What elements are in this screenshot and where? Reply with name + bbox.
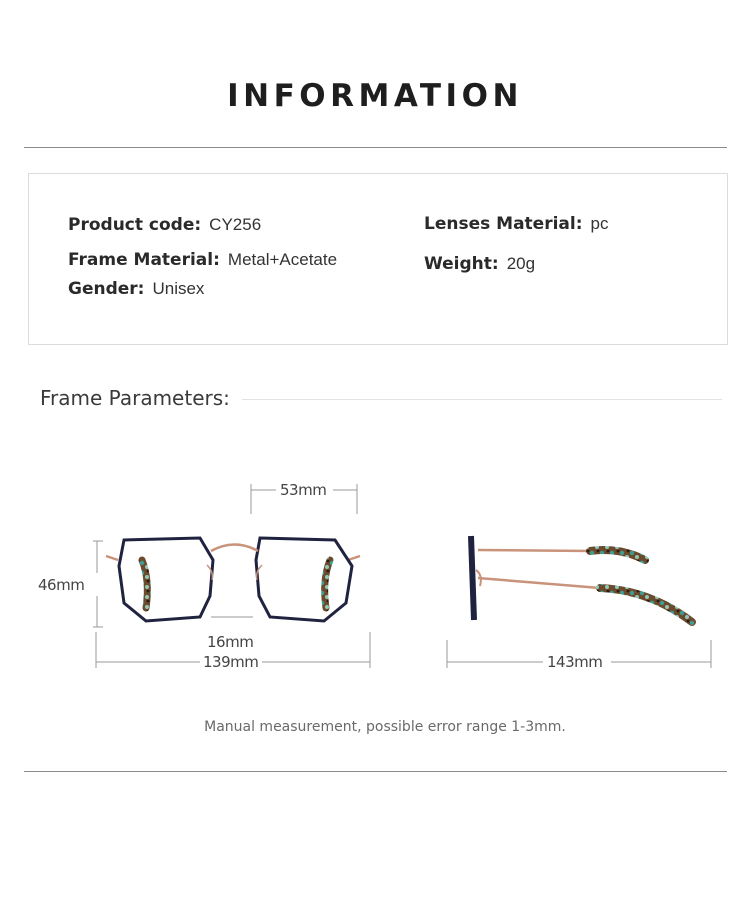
glasses-side-view-icon: [471, 536, 692, 622]
spec-label: Lenses Material:: [424, 214, 583, 234]
spec-value: Unisex: [152, 279, 205, 298]
spec-label: Product code:: [68, 215, 202, 235]
divider-bottom: [24, 771, 727, 772]
frame-width-label: 139mm: [203, 653, 259, 671]
spec-value: pc: [590, 214, 609, 233]
measurement-note: Manual measurement, possible error range 1-3mm.: [204, 719, 566, 735]
spec-value: 20g: [506, 254, 536, 273]
temple-length-label: 143mm: [547, 653, 603, 671]
spec-value: Metal+Acetate: [227, 250, 338, 269]
spec-label: Weight:: [424, 254, 499, 274]
lens-width-label: 53mm: [280, 481, 327, 499]
spec-label: Frame Material:: [68, 250, 220, 270]
page-title: INFORMATION: [227, 78, 523, 114]
lens-height-label: 46mm: [38, 576, 85, 594]
spec-value: CY256: [209, 215, 262, 234]
frame-parameters-label: Frame Parameters:: [40, 386, 230, 410]
spec-label: Gender:: [68, 279, 145, 299]
bridge-width-label: 16mm: [207, 633, 254, 651]
glasses-front-view-icon: [106, 538, 360, 621]
